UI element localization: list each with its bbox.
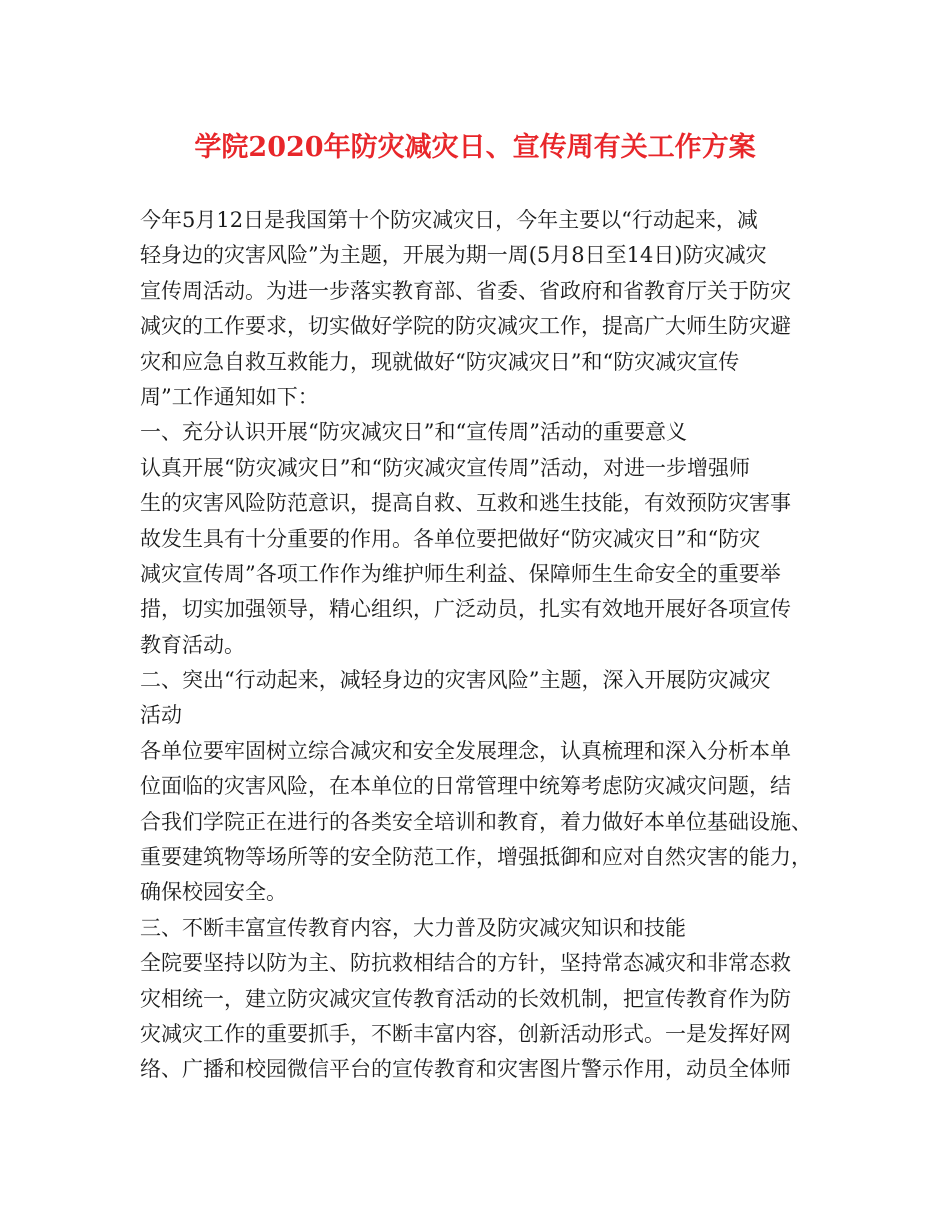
text-line: 教育活动。 xyxy=(140,632,245,657)
text-line: 二、突出“行动起来，减轻身边的灾害风险”主题，深入开展防灾减灾 xyxy=(140,668,771,693)
text-line: 各单位要牢固树立综合减灾和安全发展理念，认真梳理和深入分析本单 xyxy=(140,738,791,763)
text-line: 络、广播和校园微信平台的宣传教育和灾害图片警示作用，动员全体师 xyxy=(140,1057,791,1082)
text-line: 灾相统一，建立防灾减灾宣传教育活动的长效机制，把宣传教育作为防 xyxy=(140,986,791,1011)
text-line: 三、不断丰富宣传教育内容，大力普及防灾减灾知识和技能 xyxy=(140,915,686,940)
text-line: 重要建筑物等场所等的安全防范工作，增强抵御和应对自然灾害的能力， xyxy=(140,845,812,870)
text-line: 减灾的工作要求，切实做好学院的防灾减灾工作，提高广大师生防灾避 xyxy=(140,314,791,339)
text-line: 灾减灾工作的重要抓手，不断丰富内容，创新活动形式。一是发挥好网 xyxy=(140,1021,791,1046)
text-line: 位面临的灾害风险，在本单位的日常管理中统筹考虑防灾减灾问题，结 xyxy=(140,774,791,799)
text-line: 今年5月12日是我国第十个防灾减灾日，今年主要以“行动起来，减 xyxy=(140,208,758,232)
text-line: 措，切实加强领导，精心组织，广泛动员，扎实有效地开展好各项宣传 xyxy=(140,597,791,622)
text-line: 生的灾害风险防范意识，提高自救、互救和逃生技能，有效预防灾害事 xyxy=(140,491,791,516)
text-line: 灾和应急自救互救能力，现就做好“防灾减灾日”和“防灾减灾宣传 xyxy=(140,349,740,374)
document-title: 学院2020年防灾减灾日、宣传周有关工作方案 xyxy=(194,132,756,163)
document-body xyxy=(140,203,830,1088)
text-line: 合我们学院正在进行的各类安全培训和教育，着力做好本单位基础设施、 xyxy=(140,809,812,834)
text-line: 故发生具有十分重要的作用。各单位要把做好“防灾减灾日”和“防灾 xyxy=(140,526,761,551)
text-line: 一、充分认识开展“防灾减灾日”和“宣传周”活动的重要意义 xyxy=(140,420,687,445)
text-line: 确保校园安全。 xyxy=(140,880,287,905)
text-line: 周”工作通知如下： xyxy=(140,384,319,409)
text-line: 认真开展“防灾减灾日”和“防灾减灾宣传周”活动，对进一步增强师 xyxy=(140,455,750,480)
text-line: 活动 xyxy=(140,703,182,728)
text-line: 减灾宣传周”各项工作作为维护师生利益、保障师生生命安全的重要举 xyxy=(140,561,781,586)
text-line: 宣传周活动。为进一步落实教育部、省委、省政府和省教育厅关于防灾 xyxy=(140,278,791,303)
text-line: 轻身边的灾害风险”为主题，开展为期一周(5月8日至14日)防灾减灾 xyxy=(140,243,767,268)
text-line: 全院要坚持以防为主、防抗救相结合的方针，坚持常态减灾和非常态救 xyxy=(140,951,791,976)
